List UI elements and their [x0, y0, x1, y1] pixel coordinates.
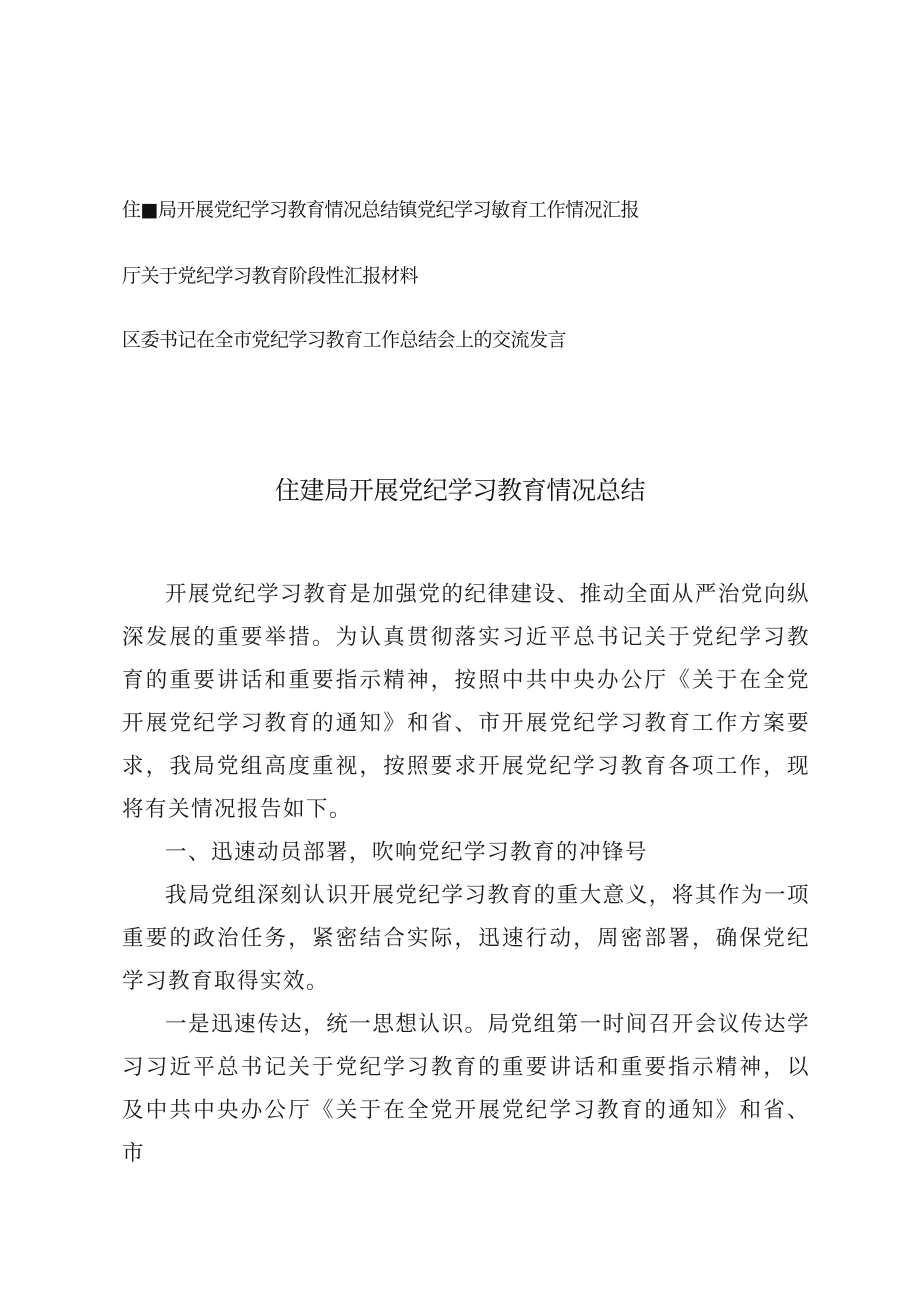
document-body [122, 573, 810, 1175]
document-title: 住建局开展党纪学习教育情况总结 [274, 476, 646, 505]
toc-item-2: 厅关于党纪学习教育阶段性汇报材料 [122, 265, 419, 287]
toc-item-3: 区委书记在全市党纪学习教育工作总结会上的交流发言 [122, 329, 567, 351]
section-heading-1: 一、迅速动员部署，吹响党纪学习教育的冲锋号 [165, 840, 649, 865]
section-paragraph: 我局党组深刻认识开展党纪学习教育的重大意义，将其作为一项重要的政治任务，紧密结合实际，迅速行动，周密部署，确保党纪学习教育取得实效。 [122, 883, 810, 994]
intro-paragraph: 开展党纪学习教育是加强党的纪律建设、推动全面从严治党向纵深发展的重要举措。为认真贯彻落实习近平总书记关于党纪学习教育的重要讲话和重要指示精神，按照中共中央办公厅《关于在全党开展党纪学习教育的通知》和省、市开展党纪学习教育工作方案要求，我局党组高度重视，按照要求开展党纪学习教育各项工作，现将有关情况报告如下。 [122, 582, 810, 822]
toc-item-1: 住■局开展党纪学习教育情况总结镇党纪学习敏育工作情况汇报 [122, 199, 639, 221]
section-paragraph: 一是迅速传达，统一思想认识。局党组第一时间召开会议传达学习习近平总书记关于党纪学习教育的重要讲话和重要指示精神，以及中共中央办公厅《关于在全党开展党纪学习教育的通知》和省、市 [122, 1012, 810, 1166]
